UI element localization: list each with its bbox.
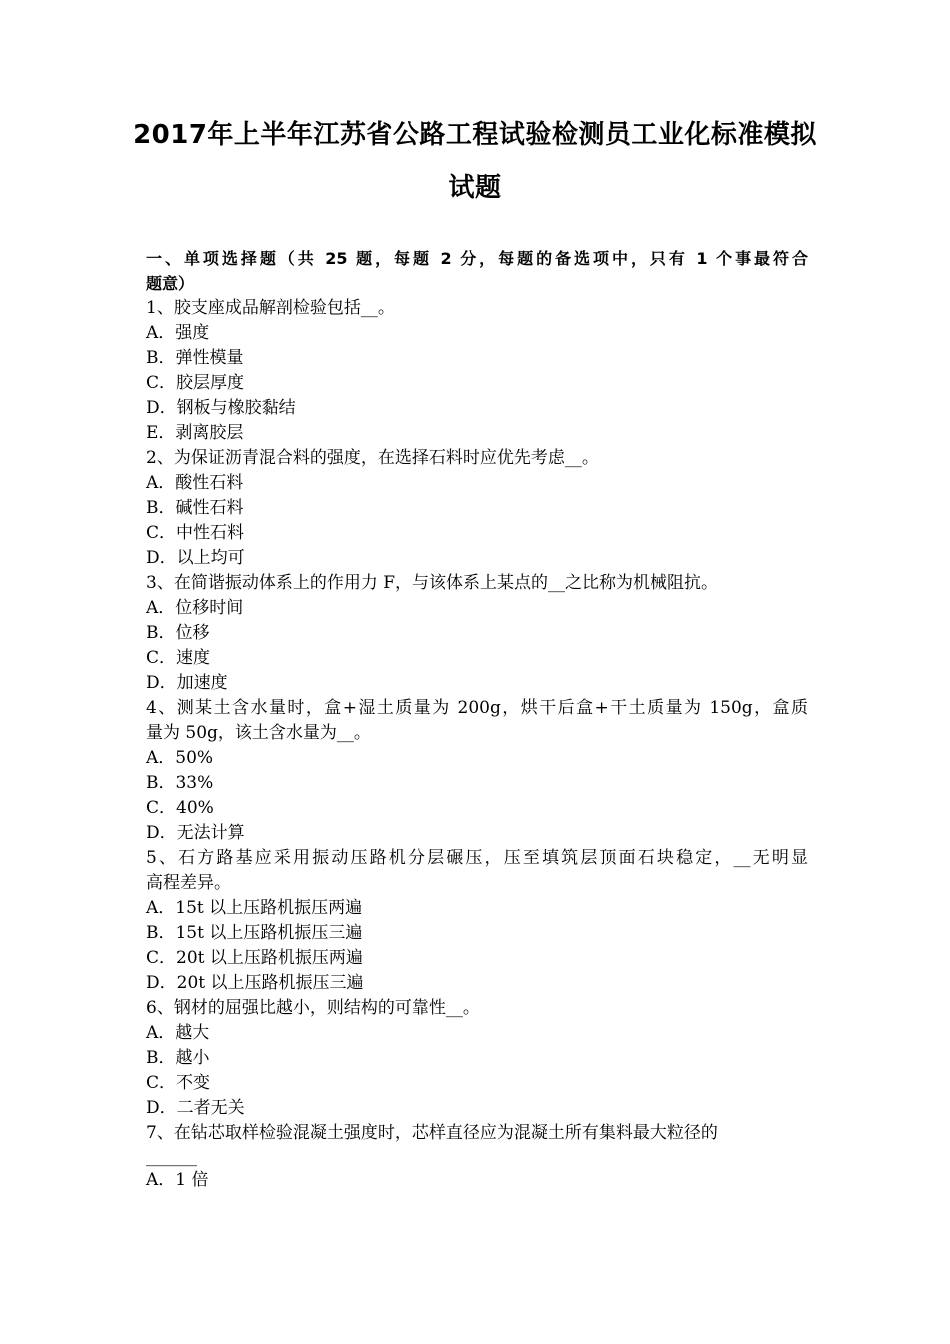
question-5-stem-line-1: 5、石方路基应采用振动压路机分层碾压，压至填筑层顶面石块稳定，__无明显: [146, 848, 808, 868]
question-2-option-a: A．酸性石料: [146, 473, 244, 493]
question-2-option-c: C．中性石料: [146, 523, 245, 543]
question-4-option-d: D．无法计算: [146, 823, 245, 843]
section-heading-line-1: 一、单项选择题（共 25 题，每题 2 分，每题的备选项中，只有 1 个事最符合: [146, 249, 808, 268]
question-5-option-d: D．20t 以上压路机振压三遍: [146, 973, 364, 993]
question-1-option-d: D．钢板与橡胶黏结: [146, 398, 296, 418]
question-6-option-c: C．不变: [146, 1073, 211, 1093]
question-7-stem-line-1: 7、在钻芯取样检验混凝土强度时，芯样直径应为混凝土所有集料最大粒径的: [146, 1123, 718, 1143]
question-4-option-b: B．33%: [146, 773, 214, 793]
question-1-option-c: C．胶层厚度: [146, 373, 245, 393]
question-1-option-b: B．弹性模量: [146, 348, 244, 368]
question-5-stem-line-2: 高程差异。: [146, 873, 231, 893]
question-7-answer-blank: ______: [146, 1147, 197, 1167]
question-3-option-a: A．位移时间: [146, 598, 244, 618]
question-6-stem: 6、钢材的屈强比越小，则结构的可靠性__。: [146, 998, 480, 1018]
question-2-option-d: D．以上均可: [146, 548, 245, 568]
question-5-option-c: C．20t 以上压路机振压两遍: [146, 948, 363, 968]
question-3-option-d: D．加速度: [146, 673, 228, 693]
question-6-option-d: D．二者无关: [146, 1098, 245, 1118]
question-1-stem: 1、胶支座成品解剖检验包括__。: [146, 298, 395, 318]
document-body: [146, 246, 808, 1193]
section-heading-line-2: 题意）: [146, 274, 195, 293]
question-3-option-b: B．位移: [146, 623, 210, 643]
question-4-stem-line-1: 4、测某土含水量时，盒+湿土质量为 200g，烘干后盒+干土质量为 150g，盒质: [146, 698, 808, 718]
question-5-option-b: B．15t 以上压路机振压三遍: [146, 923, 363, 943]
question-4-option-c: C．40%: [146, 798, 214, 818]
question-1-option-a: A．强度: [146, 323, 210, 343]
question-3-option-c: C．速度: [146, 648, 211, 668]
document-title-line-1: 2017年上半年江苏省公路工程试验检测员工业化标准模拟: [133, 120, 817, 150]
question-7-option-a: A．1 倍: [146, 1170, 209, 1190]
document-title-line-2: 试题: [448, 173, 502, 203]
question-6-option-a: A．越大: [146, 1023, 210, 1043]
question-5-option-a: A．15t 以上压路机振压两遍: [146, 898, 363, 918]
question-2-option-b: B．碱性石料: [146, 498, 244, 518]
question-6-option-b: B．越小: [146, 1048, 210, 1068]
question-4-stem-line-2: 量为 50g，该土含水量为__。: [146, 723, 371, 743]
question-2-stem: 2、为保证沥青混合料的强度，在选择石料时应优先考虑__。: [146, 448, 599, 468]
question-1-option-e: E．剥离胶层: [146, 423, 244, 443]
question-3-stem: 3、在简谐振动体系上的作用力 F，与该体系上某点的__之比称为机械阻抗。: [146, 573, 719, 593]
question-4-option-a: A．50%: [146, 748, 214, 768]
